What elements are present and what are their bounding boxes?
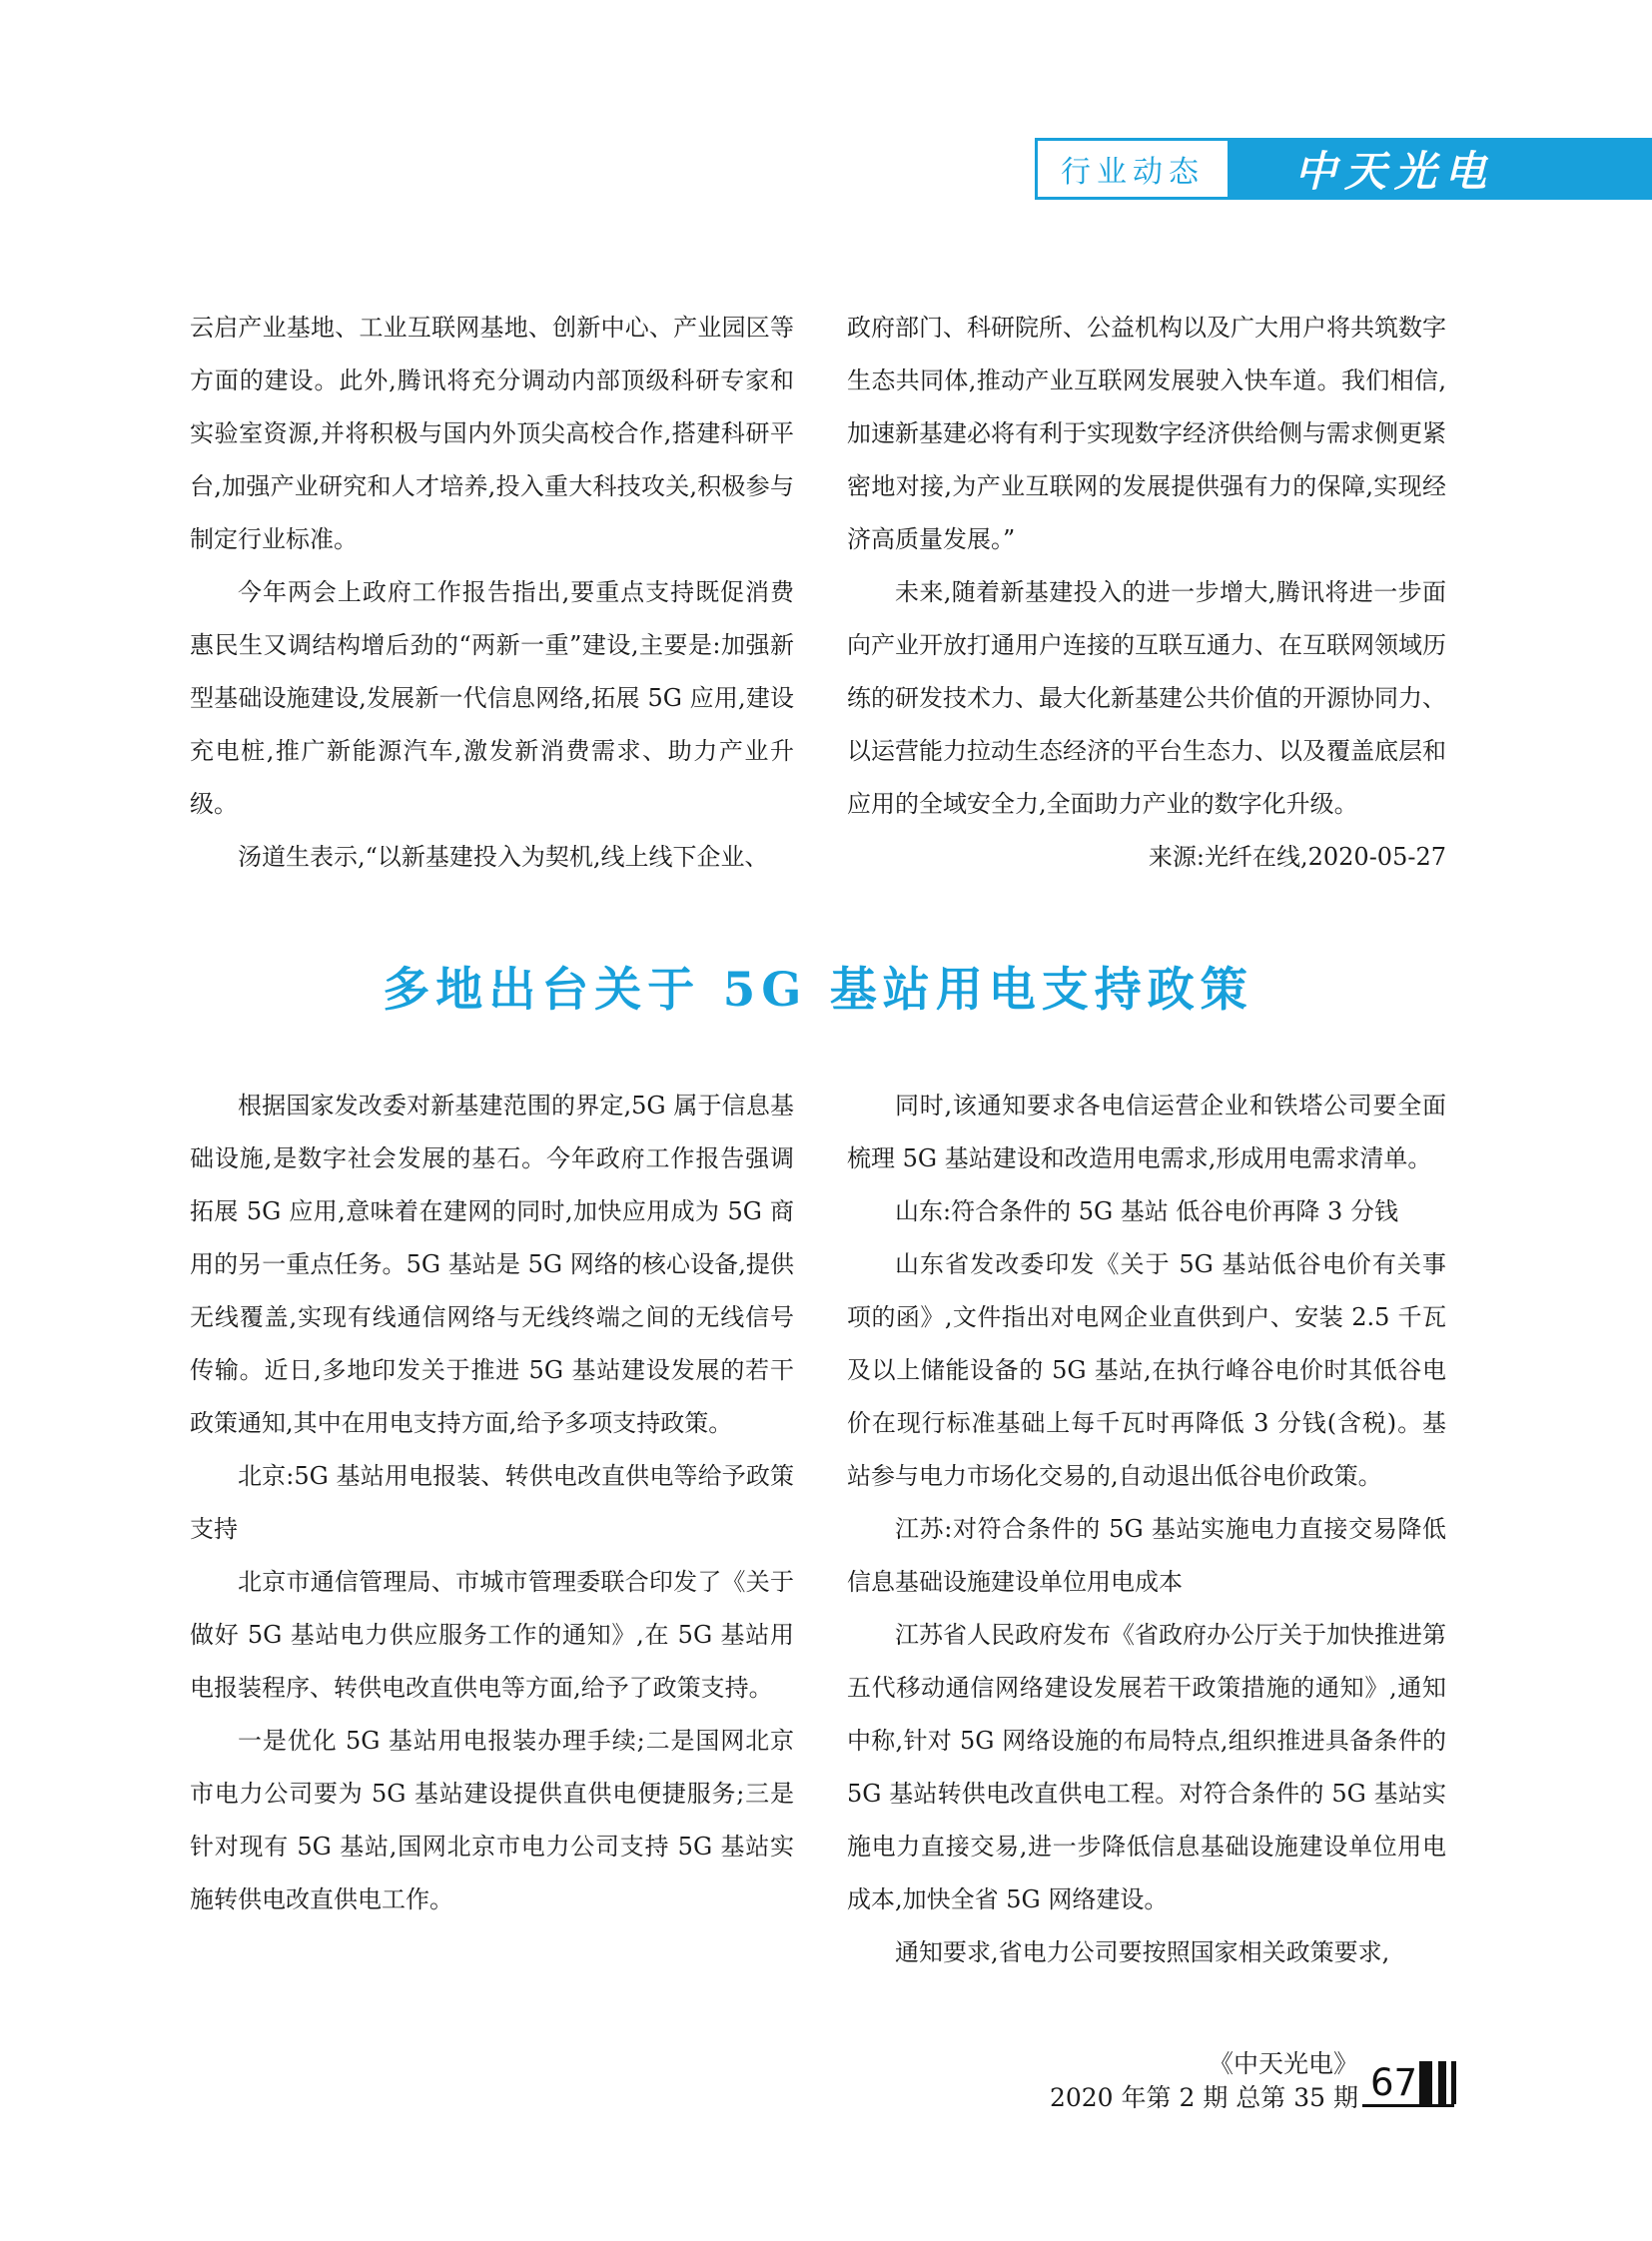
- article-1: [190, 302, 1446, 884]
- subheading-shandong: 山东:符合条件的 5G 基站 低谷电价再降 3 分钱: [895, 1197, 1398, 1225]
- article-1-source-line: 来源:光纤在线,2020-05-27: [1148, 843, 1446, 871]
- article-1-right-column: [847, 302, 1446, 884]
- page-marker-bars-icon: [1419, 2061, 1456, 2104]
- subheading-beijing: 北京:5G 基站用电报装、转供电改直供电等给予政策支持: [190, 1462, 794, 1543]
- brand-banner: [1231, 138, 1652, 200]
- issue-info: 2020 年第 2 期 总第 35 期: [1049, 2083, 1358, 2112]
- article-2: [190, 1080, 1446, 1979]
- paragraph: 山东省发改委印发《关于 5G 基站低谷电价有关事项的函》,文件指出对电网企业直供到户、安装 2.5 千瓦及以上储能设备的 5G 基站,在执行峰谷电价时其低谷电价在现行标准基础上每千瓦时再降低 3 分钱(含税)。基站参与电力市场化交易的,自动退出低谷电价政策。: [847, 1250, 1446, 1490]
- paragraph: 北京市通信管理局、市城市管理委联合印发了《关于做好 5G 基站电力供应服务工作的通知》,在 5G 基站用电报装程序、转供电改直供电等方面,给予了政策支持。: [190, 1568, 794, 1702]
- paragraph: 云启产业基地、工业互联网基地、创新中心、产业园区等方面的建设。此外,腾讯将充分调动内部顶级科研专家和实验室资源,并将积极与国内外顶尖高校合作,搭建科研平台,加强产业研究和人才培养,投入重大科技攻关,积极参与制定行业标准。: [190, 314, 794, 553]
- paragraph: 一是优化 5G 基站用电报装办理手续;二是国网北京市电力公司要为 5G 基站建设提供直供电便捷服务;三是针对现有 5G 基站,国网北京市电力公司支持 5G 基站实施转供电改直供电工作。: [190, 1727, 794, 1913]
- footer-meta: [1050, 2047, 1358, 2115]
- paragraph: 根据国家发改委对新基建范围的界定,5G 属于信息基础设施,是数字社会发展的基石。今年政府工作报告强调拓展 5G 应用,意味着在建网的同时,加快应用成为 5G 商用的另一重点任务。5G 基站是 5G 网络的核心设备,提供无线覆盖,实现有线通信网络与无线终端之间的无线信号传输。近日,多地印发关于推进 5G 基站建设发展的若干政策通知,其中在用电支持方面,给予多项支持政策。: [190, 1092, 794, 1437]
- bar: [1438, 2061, 1446, 2104]
- paragraph: 江苏省人民政府发布《省政府办公厅关于加快推进第五代移动通信网络建设发展若干政策措施的通知》,通知中称,针对 5G 网络设施的布局特点,组织推进具备条件的 5G 基站转供电改直供电工程。对符合条件的 5G 基站实施电力直接交易,进一步降低信息基础设施建设单位用电成本,加快全省 5G 网络建设。: [847, 1621, 1446, 1913]
- bar: [1451, 2061, 1456, 2104]
- article-2-title: 多地出台关于 5G 基站用电支持政策: [383, 962, 1253, 1018]
- section-tab: [1035, 138, 1231, 200]
- article-1-left-column: [190, 302, 794, 884]
- page-number-rule: [1362, 2104, 1454, 2107]
- bar: [1419, 2061, 1432, 2104]
- subheading-jiangsu: 江苏:对符合条件的 5G 基站实施电力直接交易降低信息基础设施建设单位用电成本: [847, 1515, 1446, 1596]
- paragraph: 今年两会上政府工作报告指出,要重点支持既促消费惠民生又调结构增后劲的“两新一重”建设,主要是:加强新型基础设施建设,发展新一代信息网络,拓展 5G 应用,建设充电桩,推广新能源汽车,激发新消费需求、助力产业升级。: [190, 578, 794, 818]
- paragraph: 政府部门、科研院所、公益机构以及广大用户将共筑数字生态共同体,推动产业互联网发展驶入快车道。我们相信,加速新基建必将有利于实现数字经济供给侧与需求侧更紧密地对接,为产业互联网的发展提供强有力的保障,实现经济高质量发展。”: [847, 314, 1446, 553]
- paragraph: 同时,该通知要求各电信运营企业和铁塔公司要全面梳理 5G 基站建设和改造用电需求,形成用电需求清单。: [847, 1092, 1446, 1172]
- article-2-left-column: [190, 1080, 794, 1979]
- brand-logo: 中天光电: [1294, 147, 1495, 196]
- section-tab-label: 行业动态: [1061, 155, 1205, 190]
- paragraph: 汤道生表示,“以新基建投入为契机,线上线下企业、: [238, 843, 769, 871]
- header-band: [1035, 138, 1652, 200]
- page-number: 67: [1370, 2061, 1418, 2104]
- paragraph: 通知要求,省电力公司要按照国家相关政策要求,: [895, 1938, 1390, 1966]
- paragraph: 未来,随着新基建投入的进一步增大,腾讯将进一步面向产业开放打通用户连接的互联互通力、在互联网领域历练的研发技术力、最大化新基建公共价值的开源协同力、以运营能力拉动生态经济的平台生态力、以及覆盖底层和应用的全域安全力,全面助力产业的数字化升级。: [847, 578, 1446, 818]
- article-2-right-column: [847, 1080, 1446, 1979]
- journal-name: 《中天光电》: [1208, 2049, 1358, 2078]
